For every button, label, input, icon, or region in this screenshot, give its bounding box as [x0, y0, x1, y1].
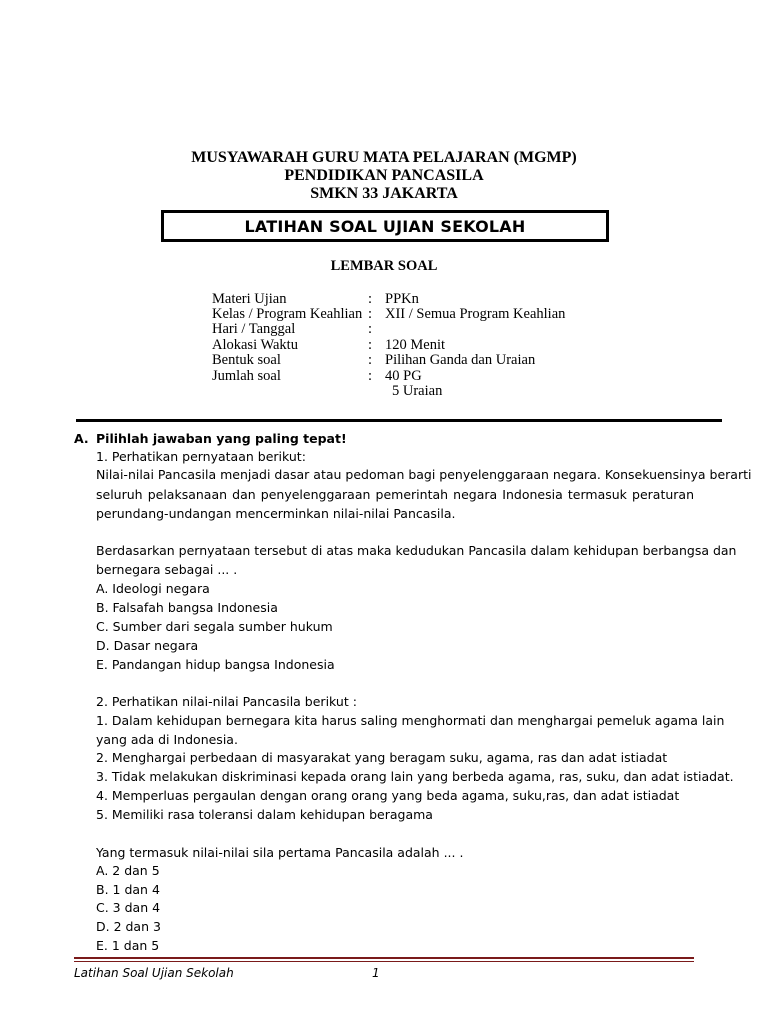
question-2-item: 3. Tidak melakukan diskriminasi kepada orang lain yang berbeda agama, ras, suku, dan adat istiadat. — [96, 769, 734, 784]
info-value: Pilihan Ganda dan Uraian — [385, 352, 536, 368]
question-2-option: E. 1 dan 5 — [96, 938, 160, 953]
section-instruction: Pilihlah jawaban yang paling tepat! — [96, 431, 347, 446]
info-value: PPKn — [385, 291, 419, 307]
info-label: Bentuk soal — [212, 352, 281, 368]
question-2-option: C. 3 dan 4 — [96, 900, 161, 915]
info-value: 120 Menit — [385, 337, 446, 353]
info-label: Materi Ujian — [212, 291, 287, 307]
info-label: Hari / Tanggal — [212, 321, 296, 337]
question-1-intro: 1. Perhatikan pernyataan berikut: — [96, 449, 306, 464]
question-1-passage-line: perundang-undangan mencerminkan nilai-nilai Pancasila. — [96, 506, 456, 521]
question-2-item: 2. Menghargai perbedaan di masyarakat yang beragam suku, agama, ras dan adat istiadat — [96, 750, 668, 765]
header-line-3: SMKN 33 JAKARTA — [310, 185, 458, 202]
info-label: Alokasi Waktu — [212, 337, 298, 353]
question-1-stem-line: Berdasarkan pernyataan tersebut di atas maka kedudukan Pancasila dalam kehidupan berbangsa dan — [96, 543, 737, 558]
question-1-option: A. Ideologi negara — [96, 581, 210, 596]
question-1-passage-line: Nilai-nilai Pancasila menjadi dasar atau pedoman bagi penyelenggaraan negara. Konsekuensinya berarti — [96, 467, 752, 482]
footer-rule-thin — [74, 961, 694, 962]
info-label: Jumlah soal — [212, 368, 281, 384]
question-1-option: D. Dasar negara — [96, 638, 199, 653]
question-2-item: 1. Dalam kehidupan bernegara kita harus saling menghormati dan menghargai pemeluk agama lain — [96, 713, 725, 728]
info-colon: : — [368, 291, 373, 307]
question-2-item: yang ada di Indonesia. — [96, 732, 238, 747]
info-value: 40 PG — [385, 368, 422, 384]
footer-title: Latihan Soal Ujian Sekolah — [74, 966, 234, 980]
info-colon: : — [368, 337, 373, 353]
question-2-intro: 2. Perhatikan nilai-nilai Pancasila berikut : — [96, 694, 357, 709]
question-1-passage-line: seluruh pelaksanaan dan penyelenggaraan pemerintah negara Indonesia termasuk peraturan — [96, 487, 694, 502]
exam-title-box — [161, 210, 609, 242]
info-colon: : — [368, 368, 373, 384]
section-marker: A. — [74, 431, 89, 446]
info-label: Kelas / Program Keahlian — [212, 306, 363, 322]
question-1-option: B. Falsafah bangsa Indonesia — [96, 600, 278, 615]
header-line-2: PENDIDIKAN PANCASILA — [284, 167, 484, 184]
question-1-stem-line: bernegara sebagai ... . — [96, 562, 238, 577]
header-line-1: MUSYAWARAH GURU MATA PELAJARAN (MGMP) — [191, 149, 577, 166]
info-colon: : — [368, 352, 373, 368]
question-2-item: 5. Memiliki rasa toleransi dalam kehidupan beragama — [96, 807, 433, 822]
question-2-stem: Yang termasuk nilai-nilai sila pertama Pancasila adalah ... . — [96, 845, 464, 860]
question-2-option: D. 2 dan 3 — [96, 919, 161, 934]
info-colon: : — [368, 321, 373, 337]
question-2-option: B. 1 dan 4 — [96, 882, 160, 897]
exam-title: LATIHAN SOAL UJIAN SEKOLAH — [244, 216, 526, 236]
question-2-item: 4. Memperluas pergaulan dengan orang orang yang beda agama, suku,ras, dan adat istiadat — [96, 788, 680, 803]
header-divider — [76, 419, 722, 422]
sheet-label: LEMBAR SOAL — [330, 258, 438, 274]
info-value: XII / Semua Program Keahlian — [385, 306, 566, 322]
info-colon: : — [368, 306, 373, 322]
question-1-option: E. Pandangan hidup bangsa Indonesia — [96, 657, 335, 672]
question-2-option: A. 2 dan 5 — [96, 863, 160, 878]
page-number: 1 — [372, 966, 380, 980]
info-extra-value: 5 Uraian — [392, 383, 443, 399]
question-1-option: C. Sumber dari segala sumber hukum — [96, 619, 333, 634]
footer-rule — [74, 957, 694, 959]
